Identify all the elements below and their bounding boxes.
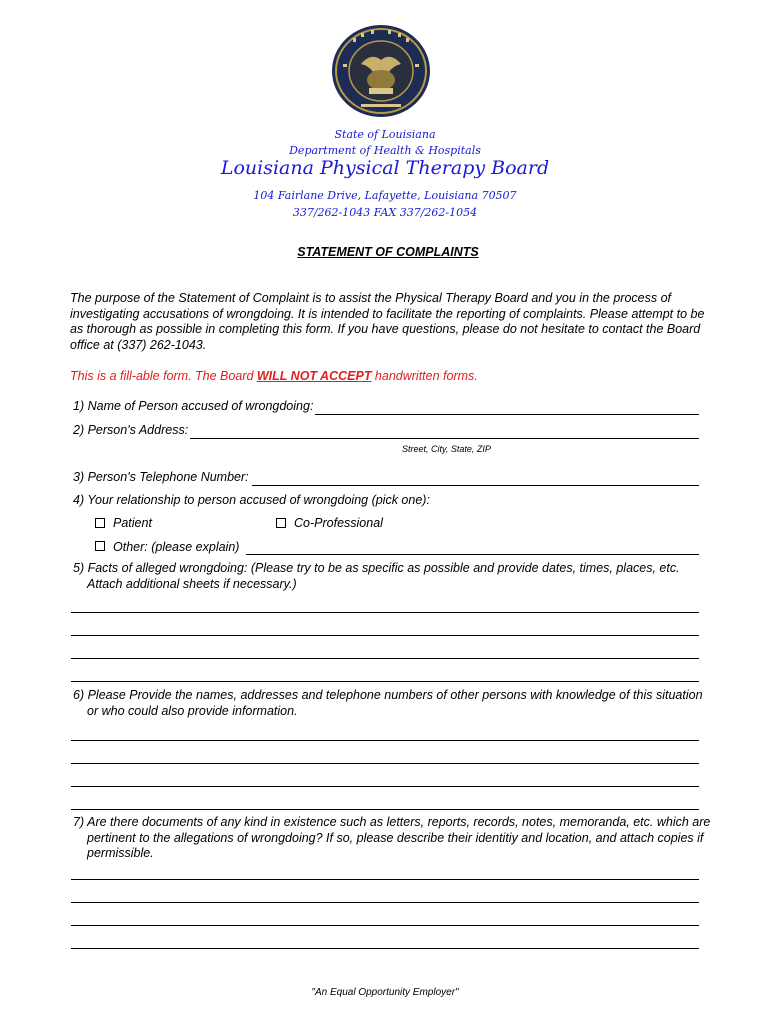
patient-option-label: Patient bbox=[113, 516, 152, 530]
fillable-notice bbox=[70, 369, 478, 383]
intro-paragraph: The purpose of the Statement of Complaint is to assist the Physical Therapy Board and you in the process of investigating accusations of wrongdoing. It is intended to facilitate the reporting of complaints. Please attempt to be as thorough as possible in completing this form. If you have questions, please do not hesitate to contact the Board office at (337) 262-1043. bbox=[70, 291, 705, 352]
other-checkbox[interactable] bbox=[95, 541, 105, 551]
letterhead-department: Department of Health & Hospitals bbox=[289, 144, 481, 157]
q6-answer-line[interactable] bbox=[71, 809, 699, 810]
q6-answer-line[interactable] bbox=[71, 786, 699, 787]
q2-underline bbox=[190, 438, 699, 439]
notice-prefix: This is a fill-able form. The Board bbox=[70, 369, 257, 383]
q6-answer-line[interactable] bbox=[71, 763, 699, 764]
q7-answer-line[interactable] bbox=[71, 902, 699, 903]
footer-equal-opportunity: "An Equal Opportunity Employer" bbox=[311, 987, 459, 998]
board-name: Louisiana Physical Therapy Board bbox=[220, 157, 550, 179]
q1-underline bbox=[315, 414, 699, 415]
coprofessional-option-label: Co-Professional bbox=[294, 516, 383, 530]
notice-suffix: handwritten forms. bbox=[371, 369, 478, 383]
q7-answer-line[interactable] bbox=[71, 948, 699, 949]
letterhead-phone-fax: 337/262-1043 FAX 337/262-1054 bbox=[292, 206, 478, 219]
q5-answer-line[interactable] bbox=[71, 681, 699, 682]
q5-answer-line[interactable] bbox=[71, 658, 699, 659]
q5-answer-line[interactable] bbox=[71, 635, 699, 636]
q4-label: 4) Your relationship to person accused of wrongdoing (pick one): bbox=[73, 493, 430, 507]
q3-underline bbox=[252, 485, 699, 486]
q3-label: 3) Person's Telephone Number: bbox=[73, 470, 249, 484]
coprofessional-checkbox[interactable] bbox=[276, 518, 286, 528]
q2-address-hint: Street, City, State, ZIP bbox=[402, 444, 491, 454]
q7-label: 7) Are there documents of any kind in existence such as letters, reports, records, notes, memoranda, etc. which are pertinent to the allegations of wrongdoing? If so, please describe their identitiy and location, and attach copies if permissible. bbox=[73, 815, 711, 861]
other-option-label: Other: (please explain) bbox=[113, 540, 240, 554]
q5-label: 5) Facts of alleged wrongdoing: (Please try to be as specific as possible and provide dates, times, places, etc. Attach additional sheets if necessary.) bbox=[73, 561, 680, 591]
letterhead-state: State of Louisiana bbox=[334, 128, 436, 141]
q7-answer-line[interactable] bbox=[71, 879, 699, 880]
q6-label: 6) Please Provide the names, addresses and telephone numbers of other persons with knowledge of this situation or who could also provide information. bbox=[73, 688, 703, 718]
q5-answer-line[interactable] bbox=[71, 612, 699, 613]
patient-checkbox[interactable] bbox=[95, 518, 105, 528]
q2-label: 2) Person's Address: bbox=[73, 423, 189, 437]
notice-emphasis: WILL NOT ACCEPT bbox=[256, 369, 372, 383]
q6-answer-line[interactable] bbox=[71, 740, 699, 741]
state-seal bbox=[331, 24, 431, 118]
letterhead-address: 104 Fairlane Drive, Lafayette, Louisiana 70507 bbox=[253, 189, 517, 202]
form-title: STATEMENT OF COMPLAINTS bbox=[297, 245, 479, 259]
q7-answer-line[interactable] bbox=[71, 925, 699, 926]
q1-label: 1) Name of Person accused of wrongdoing: bbox=[73, 399, 314, 413]
other-explain-input[interactable] bbox=[246, 554, 699, 555]
state-seal-icon bbox=[331, 24, 431, 118]
